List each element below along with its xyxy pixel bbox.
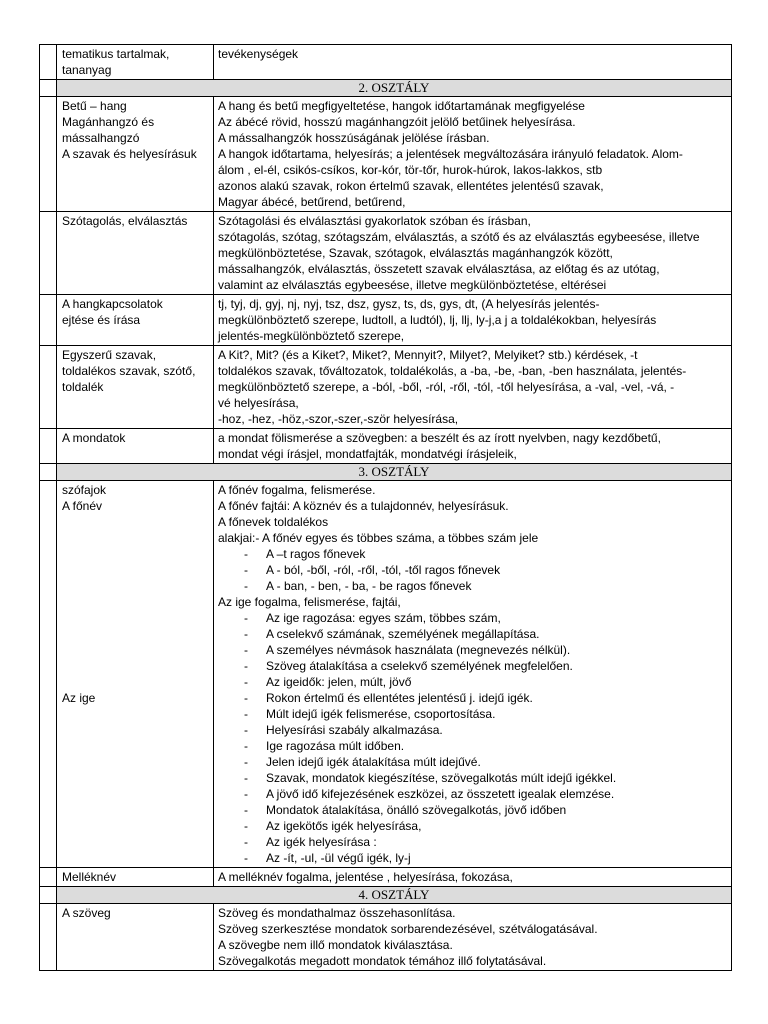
content-line: Szöveg szerkesztése mondatok sorbarendezésével, szétválogatásával. (218, 922, 598, 936)
list-item (218, 754, 727, 770)
content-line: valamint az elválasztás egybeesése, illetve megkülönböztetése, eltérései (218, 278, 607, 292)
list-item (218, 562, 727, 578)
header-activity-label: tevékenységek (218, 47, 299, 61)
list-item-text: Az -ít, -ul, -ül végű igék, ly-j (266, 851, 411, 865)
table-row (40, 97, 732, 212)
index-cell (40, 429, 57, 464)
list-item-text: Az igeidők: jelen, múlt, jövő (266, 675, 412, 689)
topic-cell (57, 481, 214, 868)
spacer (62, 610, 209, 626)
list-item-text: A jövő idő kifejezésének eszközei, az összetett igealak elemzése. (266, 787, 615, 801)
table-row (40, 212, 732, 295)
topic-line: A főnév (62, 499, 103, 513)
list-item (218, 690, 727, 706)
header-topic-line: tematikus tartalmak, (62, 47, 170, 61)
spacer (62, 658, 209, 674)
index-cell (40, 481, 57, 868)
content-cell (214, 97, 732, 212)
spacer (62, 562, 209, 578)
dash-bullet: - (244, 851, 248, 865)
list-item-text: Az ige ragozása: egyes szám, többes szám, (266, 611, 501, 625)
topic-cell (57, 429, 214, 464)
section-header-row (40, 464, 732, 481)
table-row (40, 346, 732, 429)
list-item-text: Helyesírási szabály alkalmazása. (266, 723, 443, 737)
content-cell (214, 346, 732, 429)
list-item-text: Mondatok átalakítása, önálló szövegalkotás, jövő időben (266, 803, 567, 817)
index-cell (40, 868, 57, 887)
content-line: Magyar ábécé, betűrend, betűrend, (218, 195, 406, 209)
content-cell (214, 429, 732, 464)
header-activity-cell (214, 45, 732, 80)
list-item-text: Jelen idejű igék átalakítása múlt idejűvé. (266, 755, 481, 769)
topic-line: Magánhangzó és (62, 115, 155, 129)
topic-cell (57, 212, 214, 295)
content-line: A hangok időtartama, helyesírás; a jelentések megváltozására irányuló feladatok. Alom- (218, 147, 683, 161)
dash-bullet: - (244, 563, 248, 577)
content-line: Az ige fogalma, felismerése, fajtái, (218, 595, 401, 609)
content-line: -hoz, -hez, -höz,-szor,-szer,-ször helyesírása, (218, 412, 459, 426)
list-item-text: A személyes névmások használata (megnevezés nélkül). (266, 643, 571, 657)
curriculum-table-body (40, 45, 732, 971)
spacer (62, 626, 209, 642)
list-item-text: A - ban, - ben, - ba, - be ragos főnevek (266, 579, 472, 593)
content-line: alakjai:- A főnév egyes és többes száma, a többes szám jele (218, 531, 539, 545)
spacer (62, 514, 209, 530)
index-cell (40, 97, 57, 212)
topic-line: toldalékos szavak, szótő, (62, 364, 196, 378)
list-item-text: A - ból, -ből, -ról, -ről, -tól, -től ragos főnevek (266, 563, 501, 577)
content-line: A főnév fogalma, felismerése. (218, 483, 376, 497)
content-line: tj, tyj, dj, gyj, nj, nyj, tsz, dsz, gysz, ts, ds, gys, dt, (A helyesírás jelentés- (218, 297, 600, 311)
content-line: mássalhangzók, elválasztás, összetett szavak elválasztása, az előtag és az utótag, (218, 262, 660, 276)
header-row (40, 45, 732, 80)
topic-line: szófajok (62, 483, 107, 497)
dash-bullet: - (244, 691, 248, 705)
content-cell (214, 295, 732, 346)
spacer (62, 594, 209, 610)
content-line: megkülönböztető szerepe, a -ból, -ből, -ról, -ről, -tól, -től helyesírása, a -val, -vel, -vá, - (218, 380, 675, 394)
list-item (218, 578, 727, 594)
section-header-row (40, 887, 732, 904)
list-item (218, 834, 727, 850)
topic-line: Egyszerű szavak, (62, 348, 157, 362)
header-topic-cell (57, 45, 214, 80)
list-item-text: Múlt idejű igék felismerése, csoportosítása. (266, 707, 496, 721)
topic-cell (57, 904, 214, 971)
list-item-text: A cselekvő számának, személyének megállapítása. (266, 627, 540, 641)
dash-bullet: - (244, 579, 248, 593)
list-item (218, 818, 727, 834)
table-row (40, 868, 732, 887)
topic-line: Szótagolás, elválasztás (62, 214, 188, 228)
content-line: A Kit?, Mit? (és a Kiket?, Miket?, Mennyit?, Milyet?, Melyiket? stb.) kérdések, -t (218, 348, 638, 362)
index-cell (40, 295, 57, 346)
dash-bullet: - (244, 819, 248, 833)
list-item (218, 626, 727, 642)
topic-cell (57, 868, 214, 887)
topic-cell (57, 295, 214, 346)
topic-line: Melléknév (62, 870, 117, 884)
list-item-text: Rokon értelmű és ellentétes jelentésű j. idejű igék. (266, 691, 533, 705)
spacer (62, 578, 209, 594)
list-item-text: A –t ragos főnevek (266, 547, 366, 561)
dash-bullet: - (244, 723, 248, 737)
content-line: toldalékos szavak, tőváltozatok, toldalékolás, a -ba, -be, -ban, -ben használata, jelentés- (218, 364, 687, 378)
table-row (40, 904, 732, 971)
index-cell (40, 212, 57, 295)
dash-bullet: - (244, 675, 248, 689)
spacer (62, 642, 209, 658)
list-item (218, 850, 727, 866)
spacer (62, 546, 209, 562)
content-line: A főnév fajtái: A köznév és a tulajdonnév, helyesírásuk. (218, 499, 509, 513)
topic-line: toldalék (62, 380, 104, 394)
topic-line: A szöveg (62, 906, 111, 920)
content-line: A mássalhangzók hosszúságának jelölése írásban. (218, 131, 490, 145)
content-line: megkülönböztető szerepe, ludtoll, a ludtól), lj, llj, ly-j,a j a toldalékokban, helyesírás (218, 313, 657, 327)
content-line: Szövegalkotás megadott mondatok témához illő folytatásával. (218, 954, 547, 968)
header-topic-line: tananyag (62, 63, 112, 77)
list-item (218, 786, 727, 802)
spacer (62, 530, 209, 546)
index-cell (40, 887, 57, 904)
topic-line: Betű – hang (62, 99, 127, 113)
content-line: Szótagolási és elválasztási gyakorlatok szóban és írásban, (218, 214, 531, 228)
topic-line: A szavak és helyesírásuk (62, 147, 197, 161)
list-item (218, 610, 727, 626)
list-item (218, 546, 727, 562)
content-cell (214, 904, 732, 971)
content-line: álom , el-él, csikós-csíkos, kor-kór, tör-tőr, hurok-húrok, lakos-lakkos, stb (218, 163, 603, 177)
content-line: vé helyesírása, (218, 396, 299, 410)
content-line: a mondat fölismerése a szövegben: a beszélt és az írott nyelvben, nagy kezdőbetű, (218, 431, 661, 445)
section-title: 4. OSZTÁLY (57, 887, 732, 904)
index-cell (40, 464, 57, 481)
index-cell (40, 904, 57, 971)
list-item-text: Az igekötős igék helyesírása, (266, 819, 422, 833)
list-item (218, 658, 727, 674)
dash-bullet: - (244, 627, 248, 641)
section-title: 3. OSZTÁLY (57, 464, 732, 481)
list-item-text: Szöveg átalakítása a cselekvő személyének megfelelően. (266, 659, 573, 673)
dash-bullet: - (244, 787, 248, 801)
table-row (40, 295, 732, 346)
list-item (218, 706, 727, 722)
list-item (218, 642, 727, 658)
topic-cell (57, 346, 214, 429)
content-line: megkülönböztetése, Szavak, szótagok, elválasztás magánhangzók között, (218, 246, 613, 260)
content-cell (214, 212, 732, 295)
dash-bullet: - (244, 835, 248, 849)
index-cell (40, 80, 57, 97)
content-line: jelentés-megkülönböztető szerepe, (218, 329, 405, 343)
list-item-text: Szavak, mondatok kiegészítése, szövegalkotás múlt idejű igékkel. (266, 771, 617, 785)
content-line: Szöveg és mondathalmaz összehasonlítása. (218, 906, 456, 920)
dash-bullet: - (244, 739, 248, 753)
list-item (218, 722, 727, 738)
content-line: A szövegbe nem illő mondatok kiválasztása. (218, 938, 453, 952)
content-line: azonos alakú szavak, rokon értelmű szavak, ellentétes jelentésű szavak, (218, 179, 604, 193)
content-line: A melléknév fogalma, jelentése , helyesírása, fokozása, (218, 870, 513, 884)
table-row (40, 429, 732, 464)
content-cell (214, 868, 732, 887)
list-item (218, 674, 727, 690)
list-item (218, 802, 727, 818)
list-item-text: Az igék helyesírása : (266, 835, 377, 849)
dash-bullet: - (244, 643, 248, 657)
section-header-row (40, 80, 732, 97)
topic-line: Az ige (62, 691, 96, 705)
content-line: A hang és betű megfigyeltetése, hangok időtartamának megfigyelése (218, 99, 585, 113)
topic-line: ejtése és írása (62, 313, 141, 327)
table-row (40, 481, 732, 868)
index-cell (40, 45, 57, 80)
content-line: Az ábécé rövid, hosszú magánhangzóit jelölő betűinek helyesírása. (218, 115, 576, 129)
dash-bullet: - (244, 803, 248, 817)
list-item (218, 770, 727, 786)
content-line: mondat végi írásjel, mondatfajták, mondatvégi írásjeleik, (218, 447, 517, 461)
list-item-text: Ige ragozása múlt időben. (266, 739, 405, 753)
content-cell (214, 481, 732, 868)
dash-bullet: - (244, 547, 248, 561)
topic-line: A hangkapcsolatok (62, 297, 163, 311)
dash-bullet: - (244, 659, 248, 673)
content-line: szótagolás, szótag, szótagszám, elválasztás, a szótő és az elválasztás egybeesése, illetve (218, 230, 700, 244)
dash-bullet: - (244, 771, 248, 785)
dash-bullet: - (244, 707, 248, 721)
list-item (218, 738, 727, 754)
dash-bullet: - (244, 755, 248, 769)
curriculum-table (39, 44, 732, 971)
topic-line: mássalhangzó (62, 131, 140, 145)
content-line: A főnevek toldalékos (218, 515, 329, 529)
topic-line: A mondatok (62, 431, 126, 445)
index-cell (40, 346, 57, 429)
spacer (62, 674, 209, 690)
section-title: 2. OSZTÁLY (57, 80, 732, 97)
dash-bullet: - (244, 611, 248, 625)
topic-cell (57, 97, 214, 212)
